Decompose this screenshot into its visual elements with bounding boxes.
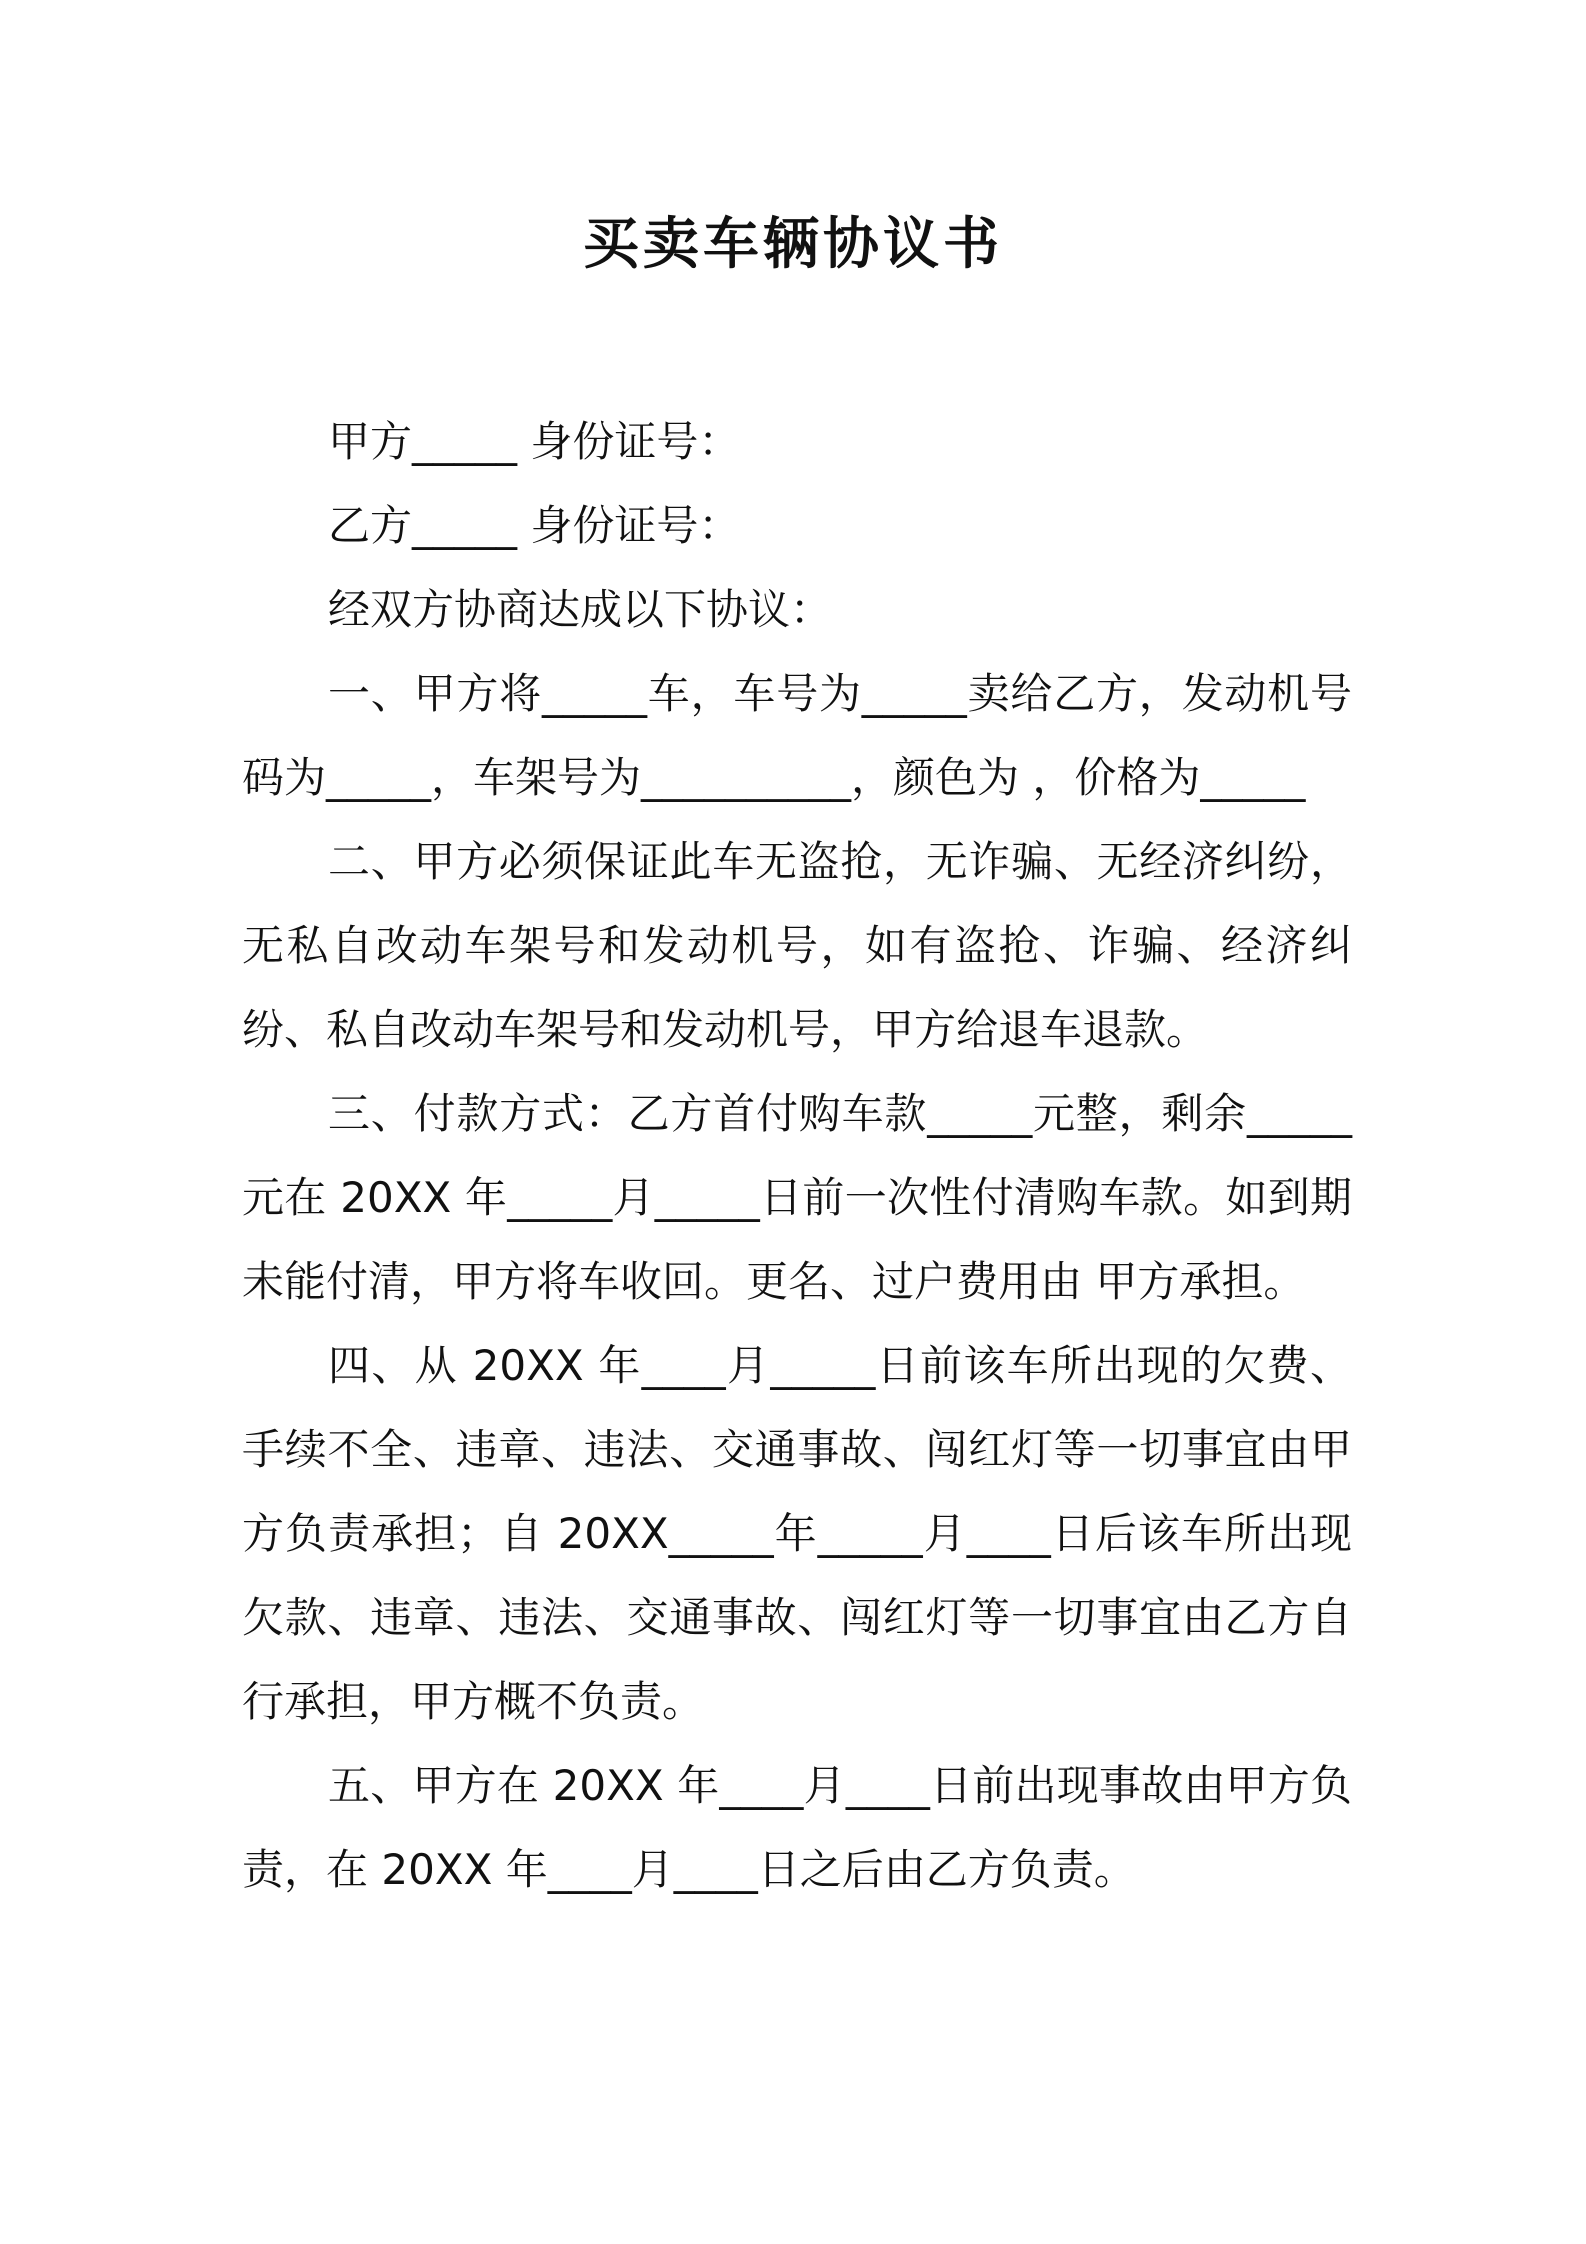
document-title: 买卖车辆协议书 [583,212,1003,277]
clause-1: 一、甲方将_____车，车号为_____卖给乙方，发动机号码为_____，车架号为__________，颜色为 ，价格为_____ [242,669,1352,802]
document-body [242,400,1352,1912]
party-b-line: 乙方_____ 身份证号： [328,501,741,550]
party-a-line: 甲方_____ 身份证号： [328,417,741,466]
clause-2: 二、甲方必须保证此车无盗抢，无诈骗、无经济纠纷，无私自改动车架号和发动机号，如有盗抢、诈骗、经济纠纷、私自改动车架号和发动机号，甲方给退车退款。 [242,837,1352,1054]
agreement-intro: 经双方协商达成以下协议： [328,585,833,634]
clause-3: 三、付款方式：乙方首付购车款_____元整，剩余_____元在 20XX 年_____月_____日前一次性付清购车款。如到期未能付清，甲方将车收回。更名、过户费用由 甲方承担。 [242,1089,1352,1306]
clause-5: 五、甲方在 20XX 年____月____日前出现事故由甲方负责，在 20XX 年____月____日之后由乙方负责。 [242,1761,1352,1894]
clause-4: 四、从 20XX 年____月_____日前该车所出现的欠费、手续不全、违章、违法、交通事故、闯红灯等一切事宜由甲方负责承担；自 20XX_____年_____月____日后该车所出现欠款、违章、违法、交通事故、闯红灯等一切事宜由乙方自行承担，甲方概不负责。 [242,1341,1352,1726]
